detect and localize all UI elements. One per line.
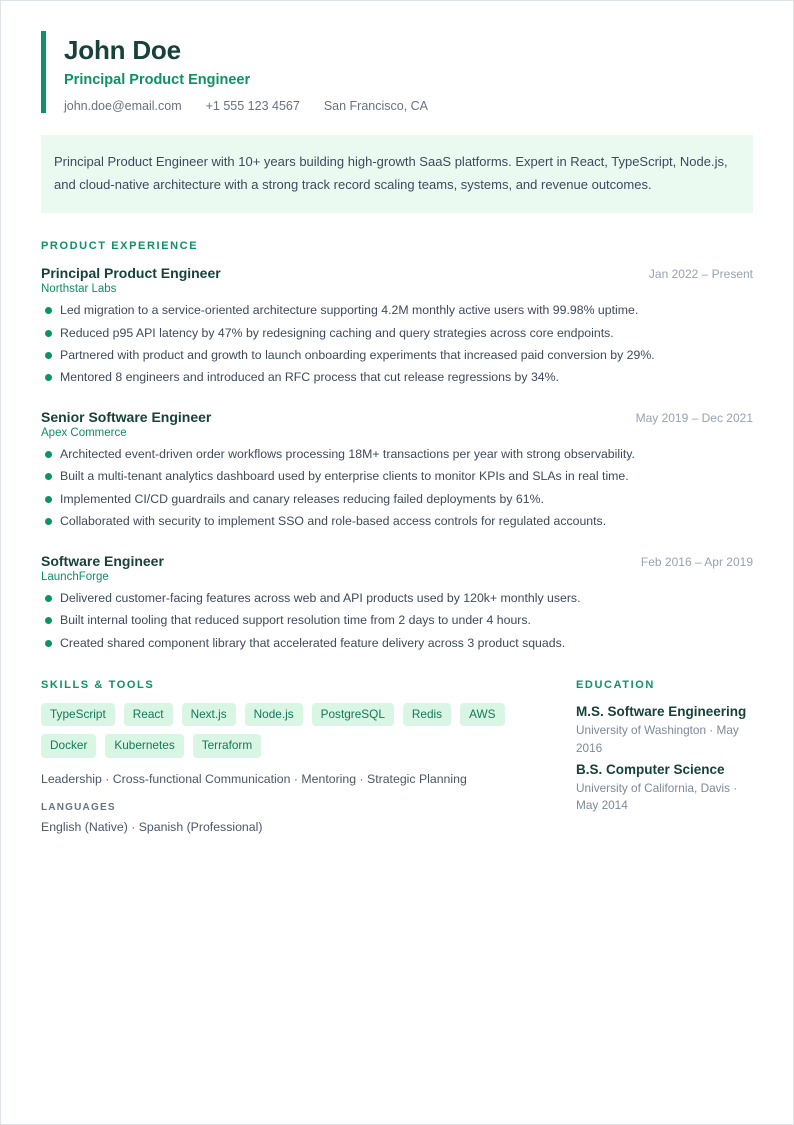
job-company: Apex Commerce	[41, 427, 127, 440]
education-heading: EDUCATION	[576, 679, 655, 692]
education-items-container	[576, 703, 753, 814]
contact-location: San Francisco, CA	[323, 99, 429, 114]
candidate-role: Principal Product Engineer	[64, 71, 251, 88]
contact-phone[interactable]: +1 555 123 4567	[205, 99, 300, 114]
job-bullet: Delivered customer-facing features across web and API products used by 120k+ monthly users.	[41, 589, 753, 608]
skill-chip: TypeScript	[41, 703, 115, 726]
education-meta: University of Washington · May 2016	[576, 723, 739, 755]
job-bullets	[41, 445, 753, 532]
job-bullet: Led migration to a service-oriented architecture supporting 4.2M monthly active users with 99.98% uptime.	[41, 301, 753, 320]
jobs-container	[41, 264, 753, 653]
education-degree: M.S. Software Engineering	[576, 704, 747, 720]
skill-chip: AWS	[460, 703, 504, 726]
job-bullet: Created shared component library that accelerated feature delivery across 3 product squads.	[41, 634, 753, 653]
skill-chip: Kubernetes	[105, 734, 183, 757]
summary-block	[41, 135, 753, 213]
job-entry	[41, 408, 753, 532]
job-bullets	[41, 301, 753, 388]
contact-line	[64, 99, 428, 113]
summary-text: Principal Product Engineer with 10+ years building high-growth SaaS platforms. Expert in React, TypeScript, Node.js, and cloud-native architecture with a strong track record scaling teams, systems, and revenue outcomes.	[54, 154, 728, 192]
job-entry	[41, 552, 753, 653]
candidate-name: John Doe	[64, 35, 181, 65]
skill-chip: Terraform	[193, 734, 261, 757]
skill-chips-container	[41, 703, 541, 765]
skill-chip: Docker	[41, 734, 96, 757]
job-dates: Feb 2016 – Apr 2019	[640, 554, 753, 569]
skill-chip: Node.js	[245, 703, 303, 726]
education-item	[576, 761, 753, 814]
resume-header	[41, 31, 753, 113]
skill-chip: PostgreSQL	[312, 703, 394, 726]
job-bullet: Partnered with product and growth to launch onboarding experiments that increased paid conversion by 29%.	[41, 346, 753, 365]
job-company: LaunchForge	[41, 570, 109, 583]
experience-heading: PRODUCT EXPERIENCE	[41, 240, 199, 252]
header-accent-bar	[41, 31, 46, 113]
skill-chip: Redis	[403, 703, 451, 726]
job-title: Principal Product Engineer	[41, 265, 221, 281]
job-bullet: Architected event-driven order workflows processing 18M+ transactions per year with strong observability.	[41, 445, 753, 464]
skills-heading: SKILLS & TOOLS	[41, 679, 155, 692]
job-bullet: Reduced p95 API latency by 47% by redesigning caching and query strategies across core endpoints.	[41, 324, 753, 343]
job-title: Senior Software Engineer	[41, 408, 212, 425]
header-text-block	[64, 31, 428, 113]
soft-skills-text: Leadership · Cross-functional Communication · Mentoring · Strategic Planning	[41, 771, 467, 786]
skills-section	[41, 679, 541, 836]
job-header	[41, 552, 753, 570]
languages-heading: LANGUAGES	[41, 801, 116, 813]
job-bullet: Collaborated with security to implement SSO and role-based access controls for regulated accounts.	[41, 512, 753, 531]
languages-text: English (Native) · Spanish (Professional)	[41, 819, 263, 834]
education-section	[541, 679, 753, 836]
job-bullet: Built internal tooling that reduced support resolution time from 2 days to under 4 hours.	[41, 611, 753, 630]
experience-section	[41, 240, 753, 653]
job-bullet: Implemented CI/CD guardrails and canary releases reducing failed deployments by 61%.	[41, 490, 753, 509]
job-bullet: Mentored 8 engineers and introduced an RFC process that cut release regressions by 34%.	[41, 368, 753, 387]
job-header	[41, 264, 753, 282]
job-dates: Jan 2022 – Present	[648, 267, 753, 281]
education-meta: University of California, Davis · May 2014	[576, 780, 738, 812]
education-degree: B.S. Computer Science	[576, 761, 725, 777]
job-header	[41, 408, 753, 426]
contact-email[interactable]: john.doe@email.com	[64, 99, 182, 114]
job-bullets	[41, 589, 753, 653]
skill-chip: React	[124, 703, 173, 726]
job-bullet: Built a multi-tenant analytics dashboard used by enterprise clients to monitor KPIs and SLAs in real time.	[41, 467, 753, 486]
job-title: Software Engineer	[41, 552, 164, 569]
job-entry	[41, 264, 753, 388]
job-company: Northstar Labs	[41, 283, 117, 296]
lower-columns	[41, 679, 753, 836]
education-item	[576, 703, 753, 756]
skill-chip: Next.js	[182, 703, 236, 726]
job-dates: May 2019 – Dec 2021	[635, 410, 753, 425]
